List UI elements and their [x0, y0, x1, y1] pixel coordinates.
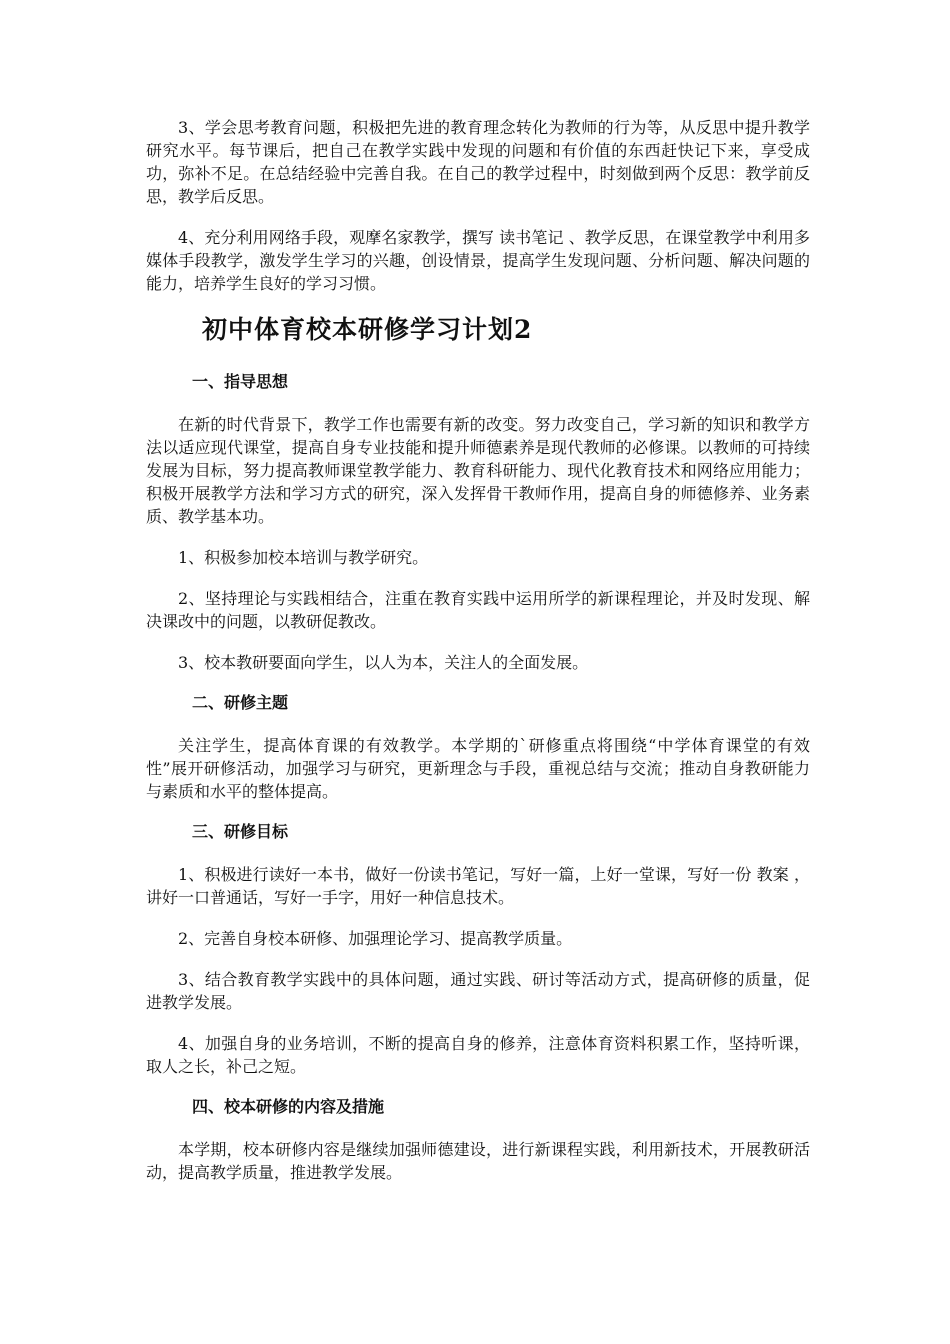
- paragraph: 关注学生，提高体育课的有效教学。本学期的`研修重点将围绕“中学体育课堂的有效性”展开研修活动，加强学习与研究，更新理念与手段，重视总结与交流；推动自身教研能力与素质和水平的整体提高。: [146, 736, 810, 801]
- paragraph: 3、结合教育教学实践中的具体问题，通过实践、研讨等活动方式，提高研修的质量，促进教学发展。: [146, 970, 810, 1012]
- paragraph: 本学期，校本研修内容是继续加强师德建设，进行新课程实践，利用新技术，开展教研活动，提高教学质量，推进教学发展。: [146, 1140, 810, 1182]
- paragraph: 3、校本教研要面向学生，以人为本，关注人的全面发展。: [178, 653, 589, 672]
- paragraph: 3、学会思考教育问题，积极把先进的教育理念转化为教师的行为等，从反思中提升教学研究水平。每节课后，把自己在教学实践中发现的问题和有价值的东西赶快记下来，享受成功，弥补不足。在总结经验中完善自我。在自己的教学过程中，时刻做到两个反思：教学前反思，教学后反思。: [146, 118, 810, 206]
- paragraph: 1、积极进行读好一本书，做好一份读书笔记，写好一篇，上好一堂课，写好一份 教案 ，讲好一口普通话，写好一手字，用好一种信息技术。: [146, 865, 810, 907]
- section-heading: 四、校本研修的内容及措施: [192, 1097, 385, 1116]
- paragraph: 在新的时代背景下，教学工作也需要有新的改变。努力改变自己，学习新的知识和教学方法以适应现代课堂，提高自身专业技能和提升师德素养是现代教师的必修课。以教师的可持续发展为目标，努力提高教师课堂教学能力、教育科研能力、现代化教育技术和网络应用能力；积极开展教学方法和学习方式的研究，深入发挥骨干教师作用，提高自身的师德修养、业务素质、教学基本功。: [146, 415, 810, 526]
- paragraph: 4、加强自身的业务培训，不断的提高自身的修养，注意体育资料积累工作，坚持听课，取人之长，补己之短。: [146, 1034, 810, 1076]
- section-heading: 三、研修目标: [192, 822, 289, 841]
- document-body: [146, 116, 810, 1202]
- section-heading: 一、指导思想: [192, 372, 289, 391]
- paragraph: 1、积极参加校本培训与教学研究。: [178, 548, 429, 567]
- paragraph: 4、充分利用网络手段，观摩名家教学，撰写 读书笔记 、教学反思，在课堂教学中利用多媒体手段教学，激发学生学习的兴趣，创设情景，提高学生发现问题、分析问题、解决问题的能力，培养学生良好的学习习惯。: [146, 228, 810, 293]
- document-title: 初中体育校本研修学习计划2: [202, 315, 533, 344]
- section-heading: 二、研修主题: [192, 693, 289, 712]
- paragraph: 2、坚持理论与实践相结合，注重在教育实践中运用所学的新课程理论，并及时发现、解决课改中的问题，以教研促教改。: [146, 589, 810, 631]
- paragraph: 2、完善自身校本研修、加强理论学习、提高教学质量。: [178, 929, 573, 948]
